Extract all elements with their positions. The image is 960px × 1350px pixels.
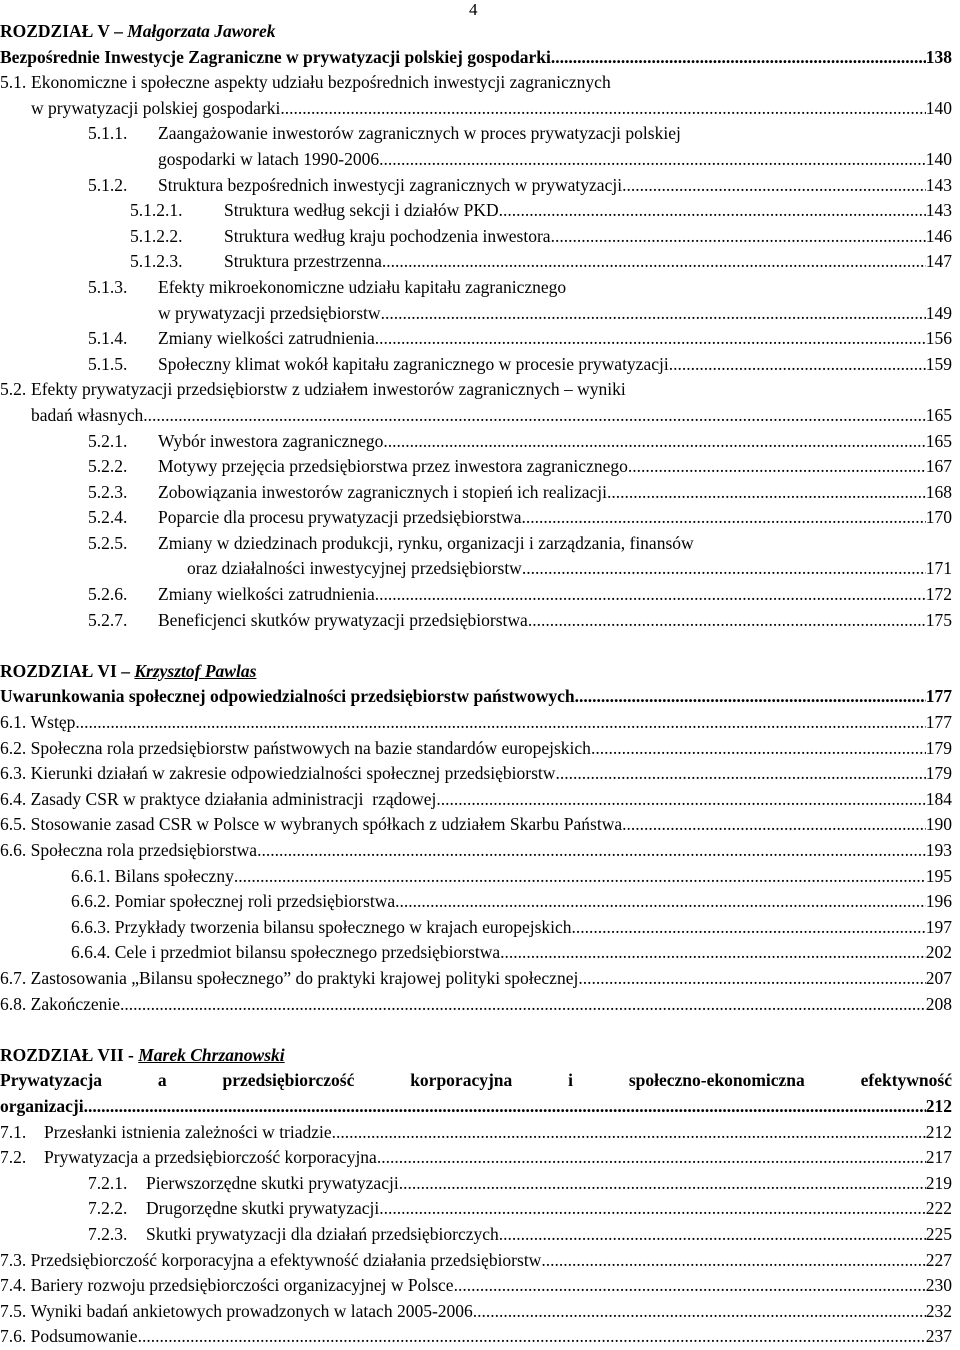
page-ref: 232 [925, 1300, 952, 1321]
chapter-author: Marek Chrzanowski [138, 1044, 285, 1065]
toc-entry [0, 608, 952, 634]
page-ref: 156 [925, 328, 952, 349]
chapter-heading: ROZDZIAŁ V – Małgorzata Jaworek [0, 21, 276, 41]
toc-leader [158, 505, 952, 531]
entry-title: Zmiany wielkości zatrudnienia [158, 584, 375, 605]
toc-entry [0, 992, 952, 1018]
toc-leader [187, 556, 952, 582]
chapter-heading: ROZDZIAŁ VII - Marek Chrzanowski [0, 1044, 285, 1065]
toc-leader [0, 838, 952, 864]
toc-entry [0, 377, 952, 403]
page-ref: 202 [925, 942, 952, 963]
entry-number: 7.2.3. [88, 1223, 128, 1244]
entry-title: Struktura według kraju pochodzenia inwestora [224, 225, 551, 246]
toc-entry [0, 1120, 952, 1146]
entry-title: Zastosowania „Bilansu społecznego” do praktyki krajowej polityki społecznej [30, 967, 579, 988]
page-ref: 225 [925, 1223, 952, 1244]
entry-title: Zmiany w dziedzinach produkcji, rynku, organizacji i zarządzania, finansów [158, 532, 694, 553]
entry-title: Zmiany wielkości zatrudnienia [158, 328, 375, 349]
entry-title: Przesłanki istnienia zależności w triadzie [44, 1121, 332, 1142]
toc-leader [0, 710, 952, 736]
toc-entry [0, 761, 952, 787]
page-ref: 146 [925, 225, 952, 246]
chapter-author: Krzysztof Pawlas [134, 660, 257, 681]
entry-number: 5.2.5. [88, 532, 128, 553]
entry-number: 5.1. [0, 72, 27, 93]
page-ref: 230 [925, 1275, 952, 1296]
entry-number: 5.1.5. [88, 353, 128, 374]
chapter-title: Bezpośrednie Inwestycje Zagraniczne w prywatyzacji polskiej gospodarki [0, 46, 551, 67]
entry-number: 7.2. [0, 1147, 27, 1168]
page-ref: 227 [925, 1249, 952, 1270]
entry-number: 5.2.4. [88, 507, 128, 528]
entry-number: 7.1. [0, 1121, 27, 1142]
toc-entry [0, 556, 952, 582]
toc-entry [0, 505, 952, 531]
chapter-title: Uwarunkowania społecznej odpowiedzialności przedsiębiorstw państwowych [0, 686, 575, 707]
chapter-title-row [0, 1068, 952, 1094]
entry-title: gospodarki w latach 1990-2006 [158, 148, 380, 169]
toc-leader [0, 45, 952, 71]
toc-entry [0, 1299, 952, 1325]
chapter-title-row [0, 1094, 952, 1120]
entry-title: Przedsiębiorczość korporacyjna a efektywność działania przedsiębiorstw [30, 1249, 542, 1270]
toc-leader [0, 812, 952, 838]
entry-number: 5.2.1. [88, 430, 128, 451]
entry-number: 5.2.6. [88, 584, 128, 605]
entry-title: Przykłady tworzenia bilansu społecznego w krajach europejskich [114, 916, 572, 937]
toc-entry [0, 454, 952, 480]
toc-leader [224, 198, 952, 224]
entry-number: 7.3. [0, 1249, 27, 1270]
entry-title: Kierunki działań w zakresie odpowiedzialności społecznej przedsiębiorstw [30, 763, 556, 784]
entry-title: Drugorzędne skutki prywatyzacji [146, 1198, 380, 1219]
page-number: 4 [469, 0, 478, 19]
toc-leader [0, 1273, 952, 1299]
toc-entry [0, 736, 952, 762]
entry-title: Wstęp [30, 712, 76, 733]
entry-number: 5.1.2.3. [130, 251, 183, 272]
page-ref: 165 [925, 430, 952, 451]
toc-leader [71, 940, 952, 966]
toc-entry [0, 429, 952, 455]
page-ref: 171 [925, 558, 952, 579]
entry-number: 5.1.2. [88, 174, 128, 195]
chapter-heading: ROZDZIAŁ VI – Krzysztof Pawlas [0, 660, 257, 681]
entry-title: Efekty prywatyzacji przedsiębiorstw z udziałem inwestorów zagranicznych – wyniki [31, 379, 626, 400]
entry-title: Pierwszorzędne skutki prywatyzacji [146, 1172, 399, 1193]
toc-entry [0, 812, 952, 838]
toc-entry [0, 121, 952, 147]
toc-entry [0, 940, 952, 966]
toc-entry [0, 147, 952, 173]
toc-leader [31, 96, 952, 122]
entry-title: Zaangażowanie inwestorów zagranicznych w proces prywatyzacji polskiej [158, 123, 681, 144]
page-ref: 212 [925, 1121, 952, 1142]
entry-number: 7.6. [0, 1326, 27, 1347]
toc-leader [158, 582, 952, 608]
toc-entry [0, 198, 952, 224]
toc-entry [0, 838, 952, 864]
entry-title: Zasady CSR w praktyce działania administracji rządowej [30, 788, 437, 809]
entry-number: 6.4. [0, 788, 27, 809]
page-ref: 207 [925, 967, 952, 988]
entry-number: 6.6.1. [71, 865, 111, 886]
entry-title: Bariery rozwoju przedsiębiorczości organizacyjnej w Polsce [30, 1275, 454, 1296]
page-ref: 170 [925, 507, 952, 528]
toc-leader [158, 326, 952, 352]
page-ref: 140 [925, 148, 952, 169]
toc-leader [158, 454, 952, 480]
entry-title: Prywatyzacja a przedsiębiorczość korporacyjna [44, 1147, 377, 1168]
entry-number: 5.2. [0, 379, 27, 400]
entry-title: Struktura przestrzenna [224, 251, 382, 272]
entry-number: 6.6.4. [71, 942, 111, 963]
entry-title: w prywatyzacji polskiej gospodarki [31, 97, 281, 118]
entry-number: 6.8. [0, 993, 27, 1014]
entry-title: Cele i przedmiot bilansu społecznego przedsiębiorstwa [114, 942, 501, 963]
page-ref: 149 [925, 302, 952, 323]
entry-number: 6.3. [0, 763, 27, 784]
toc-entry [0, 301, 952, 327]
toc-entry [0, 787, 952, 813]
entry-title: Społeczna rola przedsiębiorstw państwowych na bazie standardów europejskich [30, 737, 591, 758]
table-of-contents [0, 19, 952, 1350]
toc-leader [44, 1120, 952, 1146]
toc-entry [0, 1171, 952, 1197]
page-ref: 179 [925, 737, 952, 758]
entry-number: 7.5. [0, 1300, 27, 1321]
entry-title: Wybór inwestora zagranicznego [158, 430, 384, 451]
entry-title: Stosowanie zasad CSR w Polsce w wybranych spółkach z udziałem Skarbu Państwa [30, 814, 623, 835]
toc-entry [0, 1273, 952, 1299]
toc-entry [0, 70, 952, 96]
page-ref: 219 [925, 1172, 952, 1193]
entry-number: 5.1.3. [88, 276, 128, 297]
toc-leader [44, 1145, 952, 1171]
toc-entry [0, 531, 952, 557]
entry-title: Ekonomiczne i społeczne aspekty udziału bezpośrednich inwestycji zagranicznych [31, 72, 611, 93]
entry-number: 7.2.2. [88, 1198, 128, 1219]
toc-entry [0, 1196, 952, 1222]
entry-number: 6.2. [0, 737, 27, 758]
toc-leader [0, 966, 952, 992]
toc-leader [158, 429, 952, 455]
page-ref: 177 [925, 712, 952, 733]
toc-leader [224, 224, 952, 250]
entry-title: Beneficjenci skutków prywatyzacji przedsiębiorstwa [158, 609, 528, 630]
toc-leader [0, 1324, 952, 1350]
toc-leader [0, 992, 952, 1018]
page-ref: 208 [925, 993, 952, 1014]
entry-number: 6.7. [0, 967, 27, 988]
entry-title: Motywy przejęcia przedsiębiorstwa przez inwestora zagranicznego [158, 456, 628, 477]
toc-entry [0, 224, 952, 250]
toc-entry [0, 403, 952, 429]
entry-title: Podsumowanie [30, 1326, 138, 1347]
toc-leader [146, 1171, 952, 1197]
toc-entry [0, 249, 952, 275]
entry-title: Społeczny klimat wokół kapitału zagranicznego w procesie prywatyzacji [158, 353, 669, 374]
toc-leader [158, 608, 952, 634]
entry-title: Poparcie dla procesu prywatyzacji przedsiębiorstwa [158, 507, 522, 528]
page-ref: 197 [925, 916, 952, 937]
toc-leader [158, 480, 952, 506]
toc-leader [0, 1248, 952, 1274]
entry-title: Zakończenie [30, 993, 121, 1014]
toc-leader [158, 352, 952, 378]
toc-leader [31, 403, 952, 429]
page-ref: .175 [921, 609, 952, 630]
toc-leader [0, 736, 952, 762]
toc-entry [0, 352, 952, 378]
page-ref: 165 [925, 404, 952, 425]
toc-leader [224, 249, 952, 275]
page-ref: 172 [925, 584, 952, 605]
page-ref: 177 [925, 686, 952, 707]
toc-entry [0, 96, 952, 122]
page-ref: 193 [925, 840, 952, 860]
page-ref: 212 [925, 1095, 952, 1116]
page-ref: 195 [925, 865, 952, 886]
chapter-label: ROZDZIAŁ V [0, 21, 110, 41]
entry-title: Pomiar społecznej roli przedsiębiorstwa [114, 891, 396, 912]
page-ref: 168 [925, 481, 952, 502]
entry-number: 7.2.1. [88, 1172, 128, 1193]
toc-entry [0, 275, 952, 301]
entry-title: Skutki prywatyzacji dla działań przedsiębiorczych [146, 1223, 499, 1244]
entry-number: 6.6.2. [71, 891, 111, 912]
toc-leader [158, 173, 952, 199]
toc-entry [0, 480, 952, 506]
page-ref: 159 [925, 353, 952, 374]
entry-number: 5.2.2. [88, 456, 128, 477]
toc-entry [0, 1222, 952, 1248]
toc-leader [146, 1196, 952, 1222]
toc-entry [0, 710, 952, 736]
toc-leader [0, 684, 952, 710]
entry-number: 5.1.4. [88, 328, 128, 349]
chapter-title: organizacji [0, 1095, 84, 1116]
toc-leader [71, 889, 952, 915]
toc-leader [0, 787, 952, 813]
page-ref: 184 [925, 788, 952, 809]
page-ref: 237 [925, 1326, 952, 1347]
toc-entry [0, 1324, 952, 1350]
toc-leader [0, 761, 952, 787]
toc-entry [0, 582, 952, 608]
entry-number: 7.4. [0, 1275, 27, 1296]
page-ref: 147 [925, 251, 952, 272]
chapter-title-row [0, 45, 952, 71]
page-ref: 143 [925, 200, 952, 221]
page-ref: 217 [925, 1147, 952, 1168]
chapter-label: ROZDZIAŁ VI [0, 660, 117, 681]
chapter-author: Małgorzata Jaworek [127, 21, 276, 41]
entry-title: Efekty mikroekonomiczne udziału kapitału zagranicznego [158, 276, 567, 297]
page-ref: 196 [925, 891, 952, 912]
page-ref: 138 [925, 46, 952, 67]
entry-title: Zobowiązania inwestorów zagranicznych i stopień ich realizacji [158, 481, 607, 502]
page-ref: 190 [925, 814, 952, 835]
entry-number: 5.1.2.1. [130, 200, 183, 221]
toc-leader [71, 864, 952, 890]
entry-number: 5.1.1. [88, 123, 128, 144]
entry-number: 5.2.7. [88, 609, 128, 630]
entry-title: Bilans społeczny [114, 865, 234, 886]
entry-number: 6.5. [0, 814, 27, 835]
toc-leader [146, 1222, 952, 1248]
toc-entry [0, 864, 952, 890]
toc-entry [0, 915, 952, 941]
entry-number: 6.1. [0, 712, 27, 733]
entry-title: Struktura bezpośrednich inwestycji zagranicznych w prywatyzacji [158, 174, 623, 195]
page-ref: 167 [925, 456, 952, 477]
entry-number: 5.1.2.2. [130, 225, 183, 246]
entry-title: Społeczna rola przedsiębiorstwa [30, 840, 258, 860]
toc-entry [0, 1145, 952, 1171]
entry-title: oraz działalności inwestycyjnej przedsiębiorstw [187, 558, 522, 579]
entry-title: w prywatyzacji przedsiębiorstw [158, 302, 381, 323]
toc-entry [0, 173, 952, 199]
entry-number: 5.2.3. [88, 481, 128, 502]
toc-leader [71, 915, 952, 941]
entry-title: badań własnych [31, 404, 144, 425]
page-ref: 140 [925, 97, 952, 118]
toc-entry [0, 889, 952, 915]
entry-title: Wyniki badań ankietowych prowadzonych w latach 2005-2006 [30, 1300, 473, 1321]
toc-entry [0, 326, 952, 352]
entry-title: Struktura według sekcji i działów PKD [224, 200, 499, 221]
entry-number: 6.6. [0, 840, 27, 860]
toc-entry [0, 966, 952, 992]
page-ref: 222 [925, 1198, 952, 1219]
toc-entry [0, 1248, 952, 1274]
toc-leader [158, 301, 952, 327]
chapter-label: ROZDZIAŁ VII [0, 1044, 124, 1065]
toc-leader [158, 147, 952, 173]
toc-leader [0, 1299, 952, 1325]
chapter-title: Prywatyzacja a przedsiębiorczość korporacyjna i społeczno-ekonomiczna efektywność [0, 1070, 952, 1091]
entry-number: 6.6.3. [71, 916, 111, 937]
toc-leader [0, 1094, 952, 1120]
page-ref: 143 [925, 174, 952, 195]
page-ref: 179 [925, 763, 952, 784]
chapter-title-row [0, 684, 952, 710]
